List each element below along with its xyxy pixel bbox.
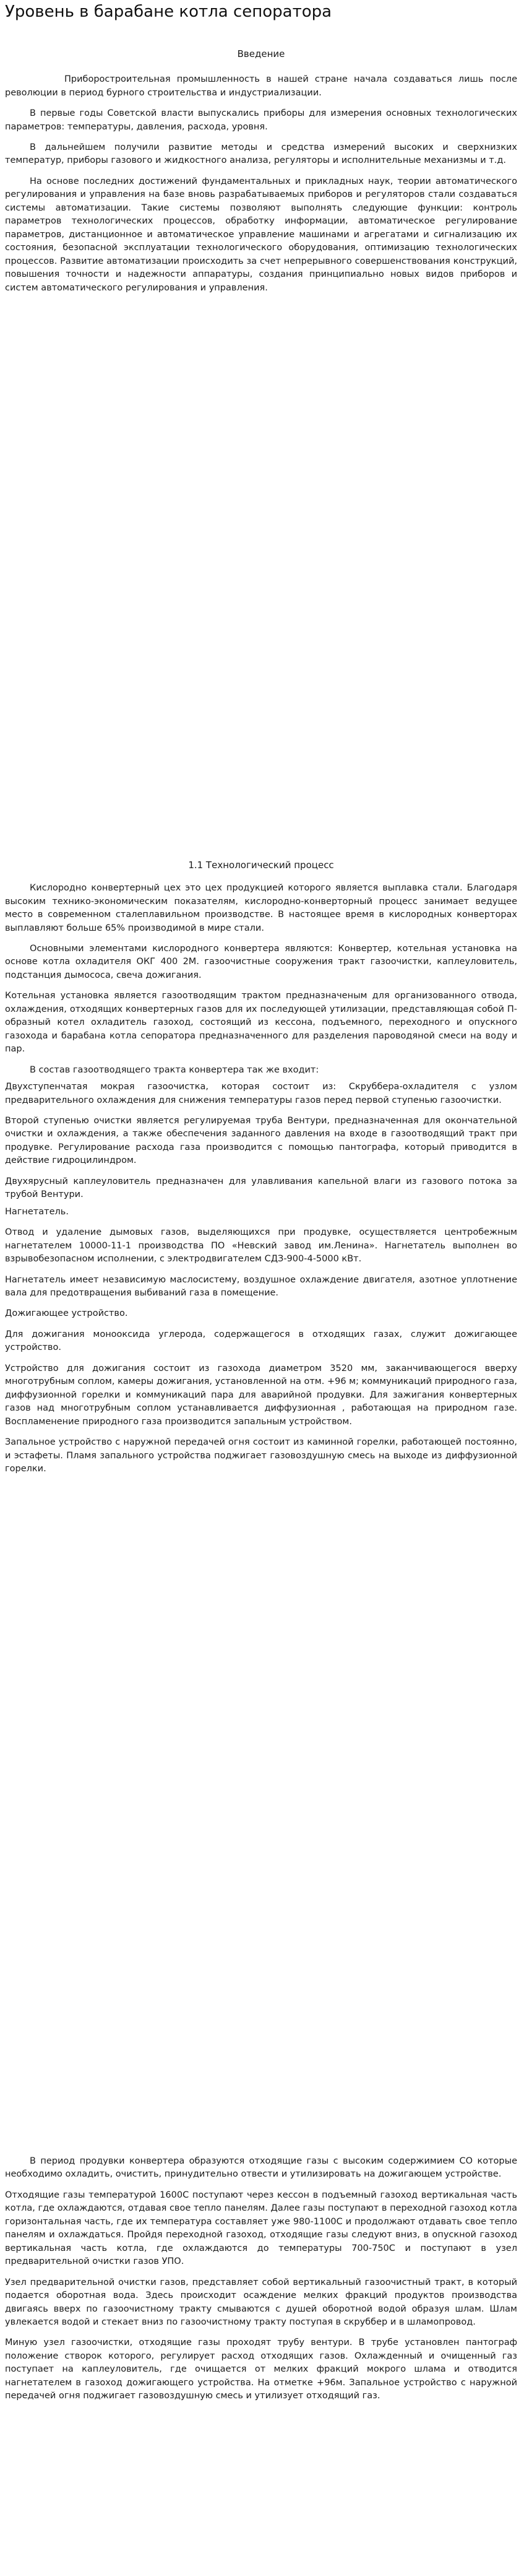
body-paragraph: Устройство для дожигания состоит из газохода диаметром 3520 мм, заканчивающегося вверху многотрубным соплом, камеры дожигания, установленной на отм. +96 м; коммуникаций природного газа, диффузионной горелки и коммуникаций пара для аварийной продувки. Для зажигания конвертерных газов над многотрубным соплом устанавливается диффузионная , работающая на природном газе. Воспламенение природного газа производится запальным устройством. xyxy=(5,1363,517,1427)
intro-section xyxy=(5,47,517,302)
body-paragraph: Запальное устройство с наружной передачей огня состоит из каминной горелки, работающей постоянно, и эстафеты. Пламя запального устройства поджигает газовоздушную смесь на выходе из диффузионной горелки. xyxy=(5,1437,517,1474)
intro-paragraph: На основе последних достижений фундаментальных и прикладных наук, теории автоматического регулирования и управления на базе вновь разрабатываемых приборов и регуляторов стали создаваться системы автоматизации. Такие системы позволяют выполнять следующие функции: контроль параметров технологических процессов, обработку информации, автоматическое регулирование параметров, дистанционное и автоматическое управление машинами и агрегатами и сигнализацию их состояния, безопасной эксплуатации технологического оборудования, оптимизацию технологических процессов. Развитие автоматизации происходить за счет непрерывного совершенствования конструкций, повышения точности и надежности аппаратуры, создания принципиально новых видов приборов и систем автоматического регулирования и управления. xyxy=(5,176,517,293)
document-title: Уровень в барабане котла сепоратора xyxy=(5,2,332,21)
body-paragraph: Узел предварительной очистки газов, представляет собой вертикальный газоочистный тракт, в который подается оборотная вода. Здесь происходит осаждение мелких фракций продуктов производства двигаясь вверх по газоочистному тракту смываются с душей оборотной водой образуя шлам. Шлам увлекается водой и стекает вниз по газоочистному тракту поступая в скруббер и в шламопровод. xyxy=(5,2277,517,2327)
intro-paragraph: В дальнейшем получили развитие методы и средства измерений высоких и сверхнизких температур, приборы газового и жидкостного анализа, регуляторы и исполнительные механизмы и т.д. xyxy=(5,142,517,166)
intro-paragraph: В первые годы Советской власти выпускались приборы для измерения основных технологических параметров: температуры, давления, расхода, уровня. xyxy=(5,108,517,132)
body-paragraph: Основными элементами кислородного конвертера являются: Конвертер, котельная установка на основе котла охладителя ОКГ 400 2М. газоочистные сооружения тракт газоочистки, каплеуловитель, подстанция дымососа, свеча дожигания. xyxy=(5,944,517,980)
process-description-section xyxy=(5,2155,517,2411)
subheading-text: Нагнетатель. xyxy=(5,1206,69,1217)
body-paragraph: Для дожигания монооксида углерода, содержащегося в отходящих газах, служит дожигающее устройство. xyxy=(5,1329,517,1353)
body-paragraph: Отходящие газы температурой 1600С поступают через кессон в подъемный газоход вертикальная часть котла, где охлаждаются, отдавая свое тепло панелям. Далее газы поступают в переходной газоход котла горизонтальная часть, где их температура составляет уже 980-1100С и продолжают отдавать свое тепло панелям и охлаждаться. Пройдя переходной газоход, отходящие газы следуют вниз, в опускной газоход вертикальная часть котла, где охлаждаются до температуры 700-750С и поступают в узел предварительной очистки газов УПО. xyxy=(5,2190,517,2267)
body-paragraph: Второй ступенью очистки является регулируемая труба Вентури, предназначенная для окончательной очистки и охлаждения, а также обеспечения заданного давления на входе в газоотводящий тракт при продувке. Регулирование расхода газа производится с помощью пантографа, который приводится в действие гидроцилиндром. xyxy=(5,1115,517,1166)
body-paragraph: Отвод и удаление дымовых газов, выделяющихся при продувке, осуществляется центробежным нагнетателем 10000-11-1 производства ПО «Невский завод им.Ленина». Нагнетатель выполнен во взрывобезопасном исполнении, с электродвигателем СДЗ-900-4-5000 кВт. xyxy=(5,1227,517,1264)
technological-process-section xyxy=(5,858,517,1483)
subheading-text: Дожигающее устройство. xyxy=(5,1308,128,1319)
body-paragraph: Котельная установка является газоотводящим трактом предназначеным для организованного отвода, охлаждения, отходящих конвертерных газов для их последующей утилизации, представляющая собой П-образный котел охладитель газоход, состоящий из кессона, подъемного, переходного и опускного газохода и барабана котла сепоратора предназначенного для разделения пароводяной смеси на воду и пар. xyxy=(5,991,517,1055)
body-paragraph: В состав газоотводящего тракта конвертера так же входит: xyxy=(30,1064,319,1075)
body-paragraph: Нагнетатель имеет независимую маслосистему, воздушное охлаждение двигателя, азотное уплотнение вала для предотвращения выбиваний газа в помещение. xyxy=(5,1274,517,1298)
body-paragraph: В период продувки конвертера образуются отходящие газы с высоким содержимием СО которые необходимо охладить, очистить, принудительно отвести и утилизировать на дожигающем устройстве. xyxy=(5,2156,517,2180)
body-paragraph: Миную узел газоочистки, отходящие газы проходят трубу вентури. В трубе установлен пантограф положение створок которого, регулирует расход отходящих газов. Охлажденный и очищенный газ поступает на каплеуловитель, где очищается от мелких фракций мокрого шлама и отводится нагнетателем в газоход дожигающего устройства. На отметке +96м. Запальное устройство с наружной передачей огня поджигает газовоздушную смесь и утилизует отходящий газ. xyxy=(5,2338,517,2401)
body-paragraph: Двухярусный каплеуловитель предназначен для улавливания капельной влаги из газового потока за трубой Вентури. xyxy=(5,1176,517,1200)
body-paragraph: Кислородно конвертерный цех это цех продукцией которого является выплавка стали. Благодаря высоким технико-экономическим показателям, кислородно-конверторный процесс занимает ведущее место в современном сталеплавильном производстве. В настоящее время в кислородных конверторах выплавляют больше 65% производимой в мире стали. xyxy=(5,883,517,933)
body-paragraph: Двухступенчатая мокрая газоочистка, которая состоит из: Скруббера-охладителя с узлом предварительного охлаждения для снижения температуры газов перед первой ступенью газоочистки. xyxy=(5,1082,517,1105)
intro-paragraph: Приборостроительная промышленность в нашей стране начала создаваться лишь после революции в период бурного строительства и индустриализации. xyxy=(5,74,517,98)
intro-heading: Введение xyxy=(237,48,285,59)
section-heading: 1.1 Технологический процесс xyxy=(188,859,334,871)
